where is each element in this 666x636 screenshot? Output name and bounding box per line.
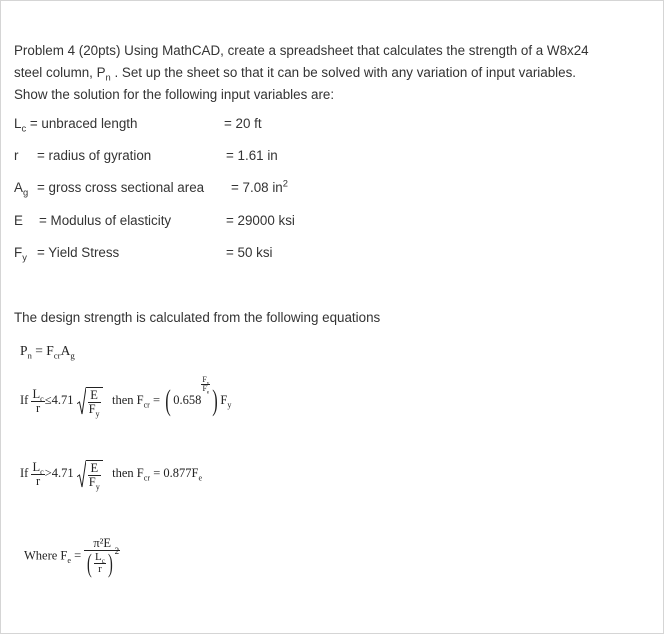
eq1-lhs-sub: n — [27, 350, 32, 361]
var-symbol: L — [14, 116, 22, 131]
intro-line-1: Problem 4 (20pts) Using MathCAD, create a spreadsheet that calculates the strength of a W8x24 — [14, 43, 589, 58]
eq1-a: A — [60, 343, 71, 358]
equation-condition-2 — [20, 460, 203, 491]
eq4-r: r — [98, 563, 102, 575]
eq2-tail-sub: y — [227, 400, 232, 410]
variable-fy-desc: = Yield Stress — [37, 245, 120, 260]
intro-line-2-a: steel column, P — [14, 65, 106, 80]
eq4-square: 2 — [114, 545, 120, 556]
eq2-base: 0.658 — [173, 392, 202, 407]
eq3-slenderness-fraction — [31, 461, 44, 487]
variable-ag — [14, 180, 29, 198]
eq2-f-sub: y — [95, 409, 100, 418]
variable-ag-desc: = gross cross sectional area — [37, 180, 205, 195]
eq2-f: F — [88, 401, 96, 416]
intro-line-2-sub: n — [105, 72, 111, 83]
variable-ag-value — [231, 178, 288, 195]
eq2-operator: ≤4.71 — [44, 392, 74, 407]
eq1-f-sub: cr — [53, 350, 61, 361]
eq3-sqrt — [77, 460, 103, 491]
var-value-sup: 2 — [282, 178, 288, 189]
equation-condition-1: If $\frac{L_c}{r}$ ≤4.71 $\frac{E}{F_y}$ then $F_{cr}$ = ( 0.658 $\frac{F_y}{F_e}$ ) $F_y$ — [20, 375, 232, 418]
variable-r — [14, 149, 18, 162]
eq2-exp-num: F — [202, 375, 207, 384]
variable-fy — [14, 245, 27, 263]
var-symbol: E — [14, 213, 23, 228]
var-subscript: g — [22, 187, 29, 198]
variable-e-value: = 29000 ksi — [226, 213, 295, 228]
var-symbol: r — [14, 148, 19, 163]
equation-pn — [20, 343, 75, 361]
eq2-l-sub: c — [40, 394, 44, 404]
eq2-exp-den: F — [202, 384, 207, 393]
eq3-f-sub: y — [95, 482, 100, 491]
eq4-fraction — [84, 537, 120, 577]
eq2-slenderness-fraction — [31, 388, 44, 414]
eq2-tail: F — [220, 392, 228, 407]
equation-euler-stress — [24, 537, 120, 577]
eq4-equals: = — [71, 548, 85, 563]
eq2-l: L — [32, 387, 41, 401]
eq3-f: F — [88, 474, 96, 489]
eq3-operator: >4.71 — [44, 465, 74, 480]
eq4-where: Where F — [24, 548, 68, 563]
variable-fy-value: = 50 ksi — [226, 245, 273, 260]
variable-lc — [14, 116, 138, 134]
intro-line-3: Show the solution for the following input variables are: — [14, 87, 335, 102]
eq2-equals: = — [149, 392, 164, 407]
design-strength-text: The design strength is calculated from the following equations — [14, 310, 381, 325]
var-description: = unbraced length — [26, 116, 138, 131]
eq4-numerator: π²E — [84, 537, 120, 551]
eq2-if: If — [20, 392, 29, 407]
eq1-equals: = F — [31, 343, 54, 358]
eq2-exponent — [201, 375, 210, 396]
variable-r-value: = 1.61 in — [226, 148, 278, 163]
variable-lc-value: = 20 ft — [224, 116, 262, 131]
eq4-denominator: ( $\frac{L_c}{r}$ ) $^2$ — [87, 545, 120, 578]
eq2-r: r — [35, 400, 41, 415]
var-symbol: F — [14, 245, 23, 260]
eq1-a-sub: g — [70, 350, 75, 361]
eq1-lhs: P — [20, 343, 28, 358]
eq4-l: L — [94, 551, 102, 563]
eq2-then: then F — [111, 392, 144, 407]
variable-r-desc: = radius of gyration — [37, 148, 152, 163]
eq3-e: E — [88, 462, 101, 476]
problem-statement — [14, 40, 654, 106]
eq2-then-sub: cr — [143, 400, 150, 410]
eq4-l-sub: c — [101, 557, 105, 566]
var-subscript: c — [21, 123, 27, 134]
eq3-rhs: = 0.877F — [150, 465, 199, 480]
eq3-l: L — [32, 460, 41, 474]
eq2-exp-num-sub: y — [206, 380, 210, 387]
var-symbol: A — [14, 180, 23, 195]
var-value: = 7.08 in — [231, 180, 283, 195]
variable-e — [14, 214, 23, 227]
intro-line-2-b: . Set up the sheet so that it can be solved with any variation of input variables. — [110, 65, 576, 80]
var-subscript: y — [22, 252, 27, 263]
eq3-rhs-sub: e — [198, 473, 203, 483]
eq2-exp-den-sub: e — [206, 389, 210, 396]
eq3-l-sub: c — [40, 467, 44, 477]
variable-e-desc: = Modulus of elasticity — [39, 213, 172, 228]
eq3-if: If — [20, 465, 29, 480]
intro-line-2 — [14, 62, 654, 84]
eq2-sqrt — [77, 387, 103, 418]
eq3-then: then F — [112, 465, 144, 480]
eq2-e: E — [88, 389, 101, 403]
eq3-r: r — [35, 473, 41, 488]
eq3-then-sub: cr — [143, 473, 151, 483]
eq4-where-sub: e — [67, 556, 71, 566]
